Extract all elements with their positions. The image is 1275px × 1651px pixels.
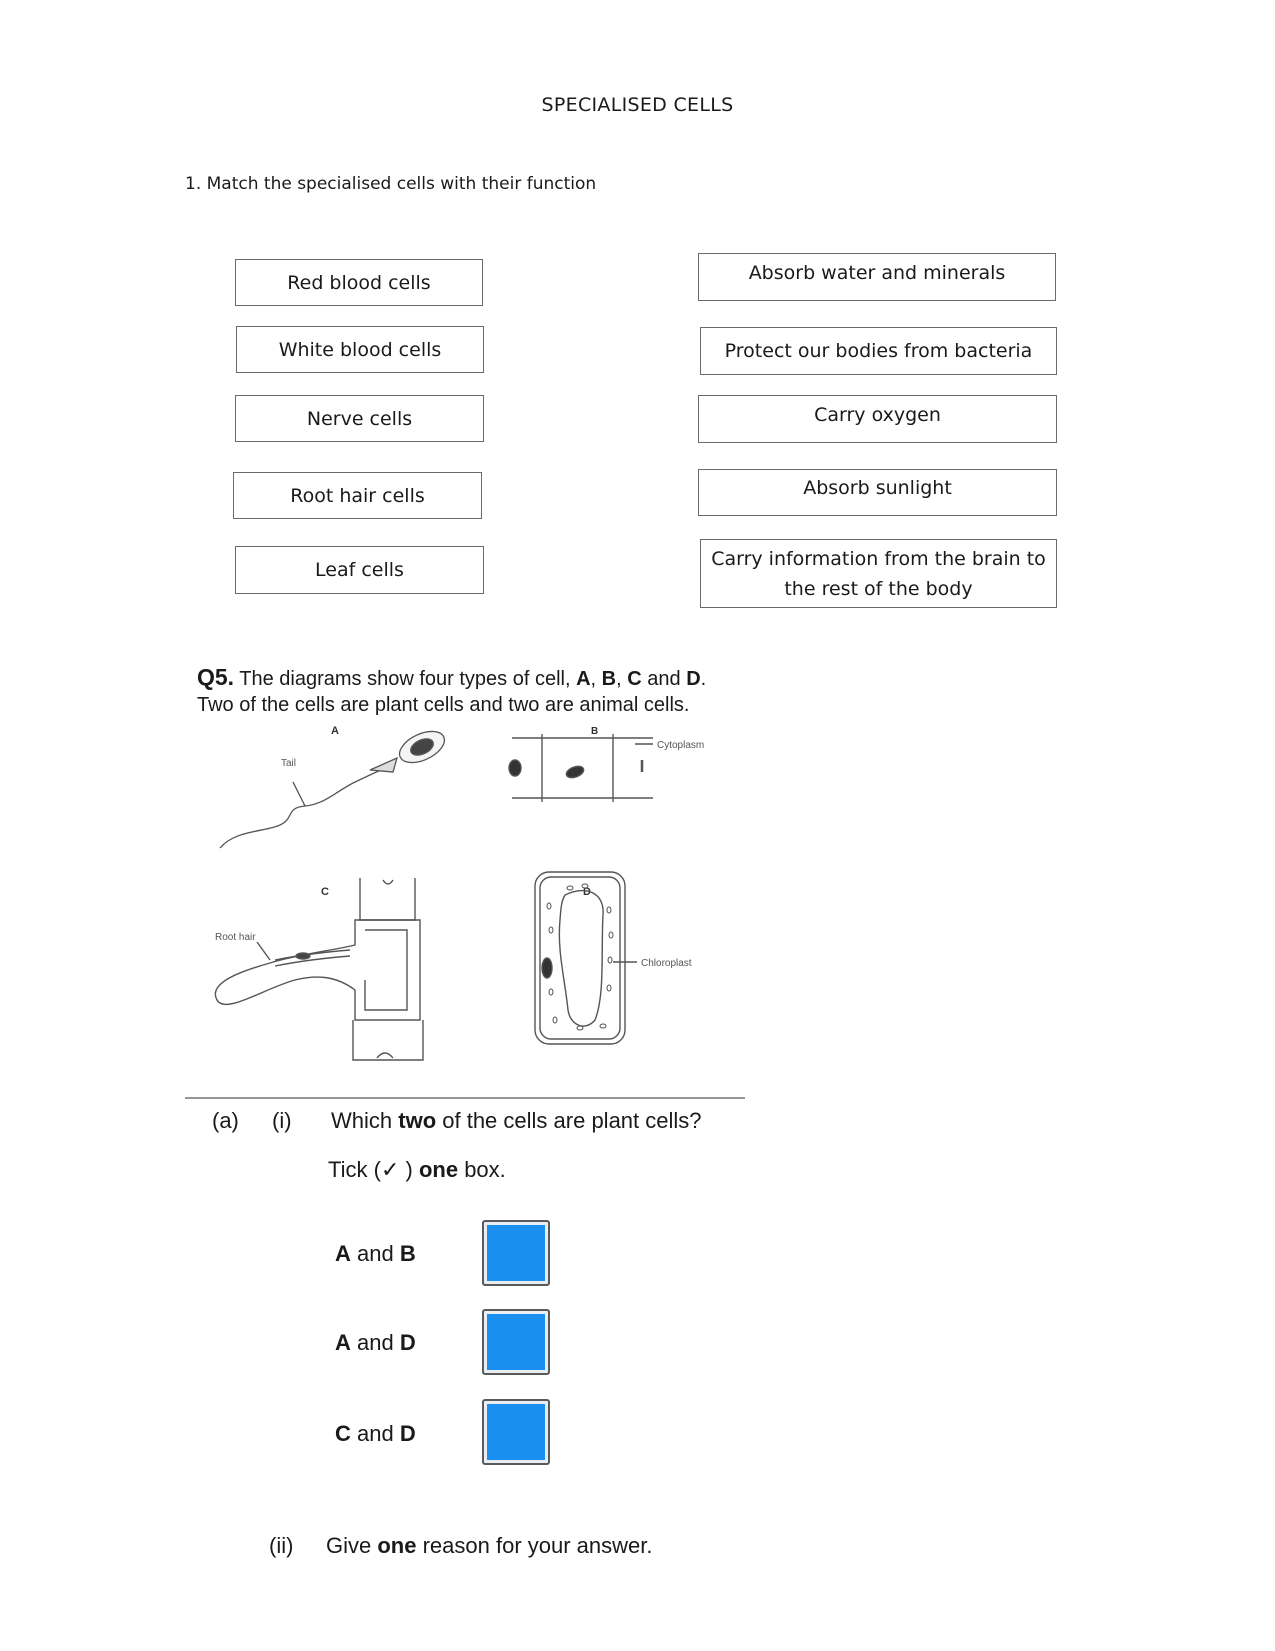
option-a-and-b — [335, 1241, 416, 1267]
option-letter: D — [399, 1421, 416, 1446]
q5-text: , — [616, 668, 628, 690]
q5-letter: D — [686, 668, 701, 690]
option-and: and — [350, 1241, 400, 1266]
q5-letter: B — [601, 668, 617, 690]
cell-box-white-blood[interactable] — [236, 326, 484, 373]
label-chloroplast: Chloroplast — [641, 958, 692, 969]
tick-emphasis: one — [418, 1157, 459, 1182]
label-tail: Tail — [281, 758, 297, 769]
option-letter: D — [399, 1330, 416, 1355]
function-box-carry-information[interactable] — [700, 539, 1057, 608]
cell-diagrams — [185, 720, 755, 1100]
part-ii-text — [326, 1533, 653, 1559]
q5-letter: C — [627, 668, 642, 690]
cell-box-nerve[interactable] — [235, 395, 484, 442]
part-a-i-label: (i) — [272, 1108, 292, 1133]
option-letter: A — [335, 1330, 351, 1355]
diagram-letter-b: B — [591, 726, 599, 737]
tick-instruction — [328, 1157, 506, 1183]
option-a-and-d — [335, 1330, 416, 1356]
question-text: of the cells are plant cells? — [436, 1108, 702, 1133]
q5-number: Q5. — [197, 664, 235, 690]
option-letter: B — [399, 1241, 416, 1266]
function-box-absorb-sunlight[interactable] — [698, 469, 1057, 516]
part-ii-emphasis: one — [377, 1533, 417, 1558]
cell-label: Nerve cells — [306, 407, 413, 430]
part-a-question — [331, 1108, 702, 1134]
function-label: Absorb water and minerals — [748, 262, 1006, 284]
q5-text: and — [641, 668, 687, 690]
cell-label: Root hair cells — [290, 484, 425, 507]
cell-label: White blood cells — [278, 338, 442, 361]
q5-text: , — [590, 668, 602, 690]
option-letter: A — [335, 1241, 351, 1266]
cell-box-leaf[interactable] — [235, 546, 484, 594]
q5-text: The diagrams show four types of cell, — [234, 668, 577, 690]
function-label: Carry oxygen — [814, 404, 941, 426]
tick-text: Tick ( — [328, 1157, 381, 1182]
q5-line-2: Two of the cells are plant cells and two are animal cells. — [197, 694, 690, 716]
option-and: and — [350, 1421, 400, 1446]
function-box-absorb-water[interactable] — [698, 253, 1056, 301]
function-box-carry-oxygen[interactable] — [698, 395, 1057, 443]
diagram-letter-d: D — [583, 886, 591, 898]
label-root-hair: Root hair — [215, 932, 256, 943]
part-ii-label: (ii) — [269, 1533, 294, 1558]
q5-letter: A — [576, 668, 591, 690]
option-and: and — [350, 1330, 400, 1355]
q5-line-1 — [197, 664, 706, 692]
option-c-and-d — [335, 1421, 416, 1447]
leaf-cell-diagram — [535, 872, 692, 1044]
cell-label: Leaf cells — [315, 559, 404, 581]
function-label: Protect our bodies from bacteria — [724, 340, 1033, 362]
q5-text: . — [700, 668, 707, 690]
diagram-letter-a: A — [331, 725, 339, 737]
label-cytoplasm: Cytoplasm — [657, 740, 705, 751]
cell-label: Red blood cells — [287, 271, 431, 294]
page-title: SPECIALISED CELLS — [541, 94, 734, 116]
q5-intro — [197, 664, 706, 718]
cell-b-diagram — [509, 734, 704, 802]
root-hair-cell-diagram — [215, 878, 423, 1060]
tick-box-a-and-d[interactable] — [482, 1309, 550, 1375]
option-letter: C — [335, 1421, 351, 1446]
diagram-letter-c: C — [321, 886, 329, 898]
part-ii-words: reason for your answer. — [416, 1533, 653, 1558]
part-ii-words: Give — [326, 1533, 378, 1558]
cell-box-root-hair[interactable] — [233, 472, 482, 519]
function-box-protect[interactable] — [700, 327, 1057, 375]
checkmark-icon: ✓ — [380, 1157, 400, 1182]
question-text: Which — [331, 1108, 399, 1133]
question-emphasis: two — [398, 1108, 437, 1133]
function-label: Absorb sunlight — [803, 477, 952, 499]
function-label: Carry information from the brain to the rest of the body — [711, 547, 1046, 600]
tick-text: box. — [458, 1157, 506, 1182]
tick-text: ) — [399, 1157, 419, 1182]
q1-instruction: 1. Match the specialised cells with their function — [185, 174, 597, 194]
sperm-cell-diagram — [220, 725, 449, 848]
tick-box-a-and-b[interactable] — [482, 1220, 550, 1286]
tick-box-c-and-d[interactable] — [482, 1399, 550, 1465]
cell-box-red-blood[interactable] — [235, 259, 483, 306]
part-a-label: (a) — [212, 1108, 239, 1133]
